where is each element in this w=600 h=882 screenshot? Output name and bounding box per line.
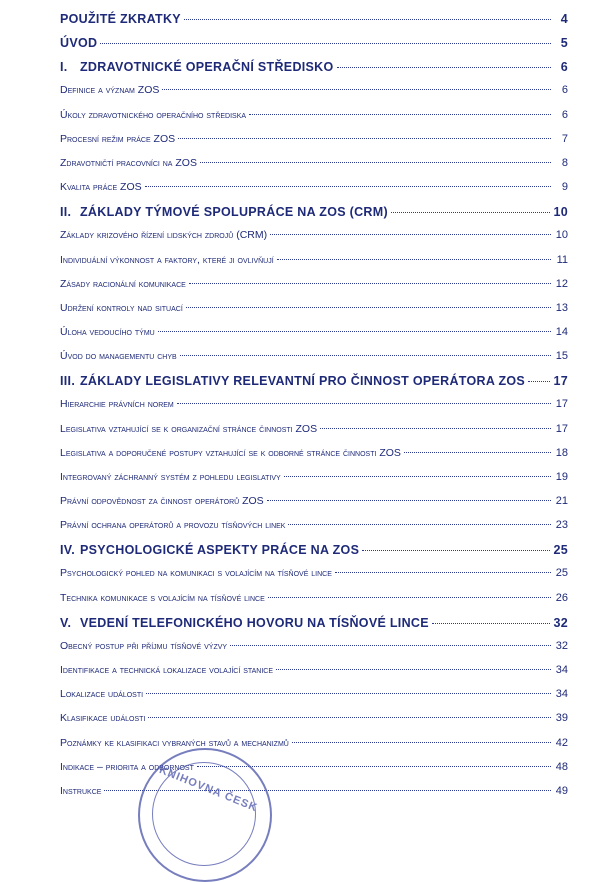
toc-page-number: 25 [553,543,568,558]
toc-leader-dots [335,572,551,573]
toc-page-number: 12 [555,277,568,290]
toc-section-entry [60,423,568,435]
toc-entry-title [60,712,145,724]
toc-entry-title [60,423,317,435]
toc-entry-title [60,664,273,676]
toc-entry-title [60,567,332,579]
toc-section-entry [60,785,568,797]
toc-section-entry [60,447,568,459]
toc-section-entry [60,326,568,338]
toc-leader-dots [178,138,551,139]
toc-page-number: 32 [553,615,568,630]
toc-leader-dots [162,89,551,90]
toc-leader-dots [528,381,550,382]
toc-entry-title-text: Zdravotničtí pracovníci na ZOS [60,156,197,169]
toc-entry-title-text: POUŽITÉ ZKRATKY [60,12,181,26]
toc-leader-dots [432,623,551,624]
toc-page-number: 34 [555,688,568,701]
toc-section-entry [60,640,568,652]
toc-leader-dots [146,693,551,694]
toc-entry-title [60,60,334,74]
toc-chapter-number: III. [60,374,76,389]
toc-entry-title-text: Definice a význam ZOS [60,84,160,97]
toc-section-entry [60,592,568,604]
toc-leader-dots [288,524,551,525]
toc-section-entry [60,761,568,773]
toc-entry-title [60,133,175,145]
toc-page-number: 25 [555,567,568,580]
toc-entry-title-text: Udržení kontroly nad situací [60,301,183,314]
toc-page-number: 42 [555,736,568,749]
toc-leader-dots [145,186,551,187]
toc-page-number: 34 [555,664,568,677]
toc-section-entry [60,302,568,314]
toc-entry-title [60,616,429,630]
toc-section-entry [60,737,568,749]
toc-entry-title-text: Obecný postup při příjmu tísňové výzvy [60,639,228,652]
toc-page-number: 13 [555,301,568,314]
toc-entry-title [60,157,197,169]
toc-entry-title-text: ÚVOD [60,36,98,51]
toc-leader-dots [230,645,551,646]
toc-page-number: 18 [555,446,568,459]
toc-section-entry [60,254,568,266]
toc-leader-dots [268,597,551,598]
toc-section-entry [60,471,568,483]
toc-leader-dots [184,19,551,20]
toc-entry-title-text: Úkoly zdravotnického operačního střediska [60,108,247,121]
toc-section-entry [60,688,568,700]
toc-entry-title-text: PSYCHOLOGICKÉ ASPEKTY PRÁCE NA ZOS [80,543,360,558]
toc-page-number: 7 [561,132,568,145]
toc-entry-title-text: Legislativa a doporučené postupy vztahující se k odborné stránce činnosti ZOS [60,446,401,459]
toc-entry-title-text: Hierarchie právních norem [60,398,174,411]
toc-page-number: 14 [555,325,568,338]
toc-leader-dots [100,43,551,44]
toc-entry-title-text: Psychologický pohled na komunikaci s volajícím na tísňové lince [60,567,332,580]
toc-entry-title [60,471,281,483]
toc-page-number: 6 [561,84,568,97]
toc-entry-title-text: Technika komunikace s volajícím na tísňové lince [60,591,265,604]
toc-leader-dots [337,67,551,68]
toc-entry-title [60,688,143,700]
toc-page-number: 39 [555,712,568,725]
toc-section-entry [60,350,568,362]
toc-entry-title-text: ZÁKLADY TÝMOVÉ SPOLUPRÁCE NA ZOS (CRM) [80,205,388,220]
toc-entry-title [60,12,181,26]
toc-entry-title-text: Individuální výkonnost a faktory, které ji ovlivňují [60,253,274,266]
toc-leader-dots [267,500,551,501]
toc-chapter-number: V. [60,615,72,630]
toc-chapter-entry [60,205,568,219]
toc-chapter-entry [60,60,568,74]
toc-leader-dots [177,403,551,404]
toc-entry-title [60,326,155,338]
toc-entry-title [60,254,274,266]
toc-page-number: 48 [555,760,568,773]
toc-section-entry [60,133,568,145]
toc-section-entry [60,84,568,96]
toc-entry-title [60,229,267,241]
toc-leader-dots [270,234,551,235]
toc-entry-title-text: Základy krizového řízení lidských zdrojů (CRM) [60,229,268,242]
toc-entry-title [60,84,159,96]
toc-entry-title [60,181,142,193]
toc-entry-title [60,737,289,749]
toc-entry-title-text: Úloha vedoucího týmu [60,325,155,338]
toc-section-entry [60,519,568,531]
toc-leader-dots [292,742,551,743]
toc-page-number: 8 [561,156,568,169]
toc-entry-title [60,302,183,314]
toc-page-number: 9 [561,181,568,194]
toc-entry-title [60,374,525,388]
toc-chapter-entry [60,36,568,50]
toc-leader-dots [180,355,551,356]
toc-chapter-number: IV. [60,543,76,558]
toc-leader-dots [284,476,551,477]
toc-page-number: 10 [555,229,568,242]
toc-entry-title-text: Právní ochrana operátorů a provozu tísňových linek [60,519,286,532]
toc-leader-dots [158,331,551,332]
stamp-text: KNIHOVNA ČESK [157,764,260,815]
toc-entry-title-text: ZÁKLADY LEGISLATIVY RELEVANTNÍ PRO ČINNOST OPERÁTORA ZOS [80,374,526,389]
toc-entry-title-text: Klasifikace události [60,712,146,725]
toc-chapter-entry [60,374,568,388]
toc-entry-title-text: Kvalita práce ZOS [60,181,142,194]
toc-entry-title-text: Instrukce [60,784,102,797]
toc-entry-title-text: ZDRAVOTNICKÉ OPERAČNÍ STŘEDISKO [80,60,334,75]
toc-entry-title [60,36,97,50]
toc-page-number: 17 [555,422,568,435]
toc-entry-title [60,350,177,362]
toc-page-number: 10 [553,205,568,220]
toc-section-entry [60,664,568,676]
toc-page-number: 6 [561,108,568,121]
toc-entry-title-text: Úvod do managementu chyb [60,350,177,363]
toc-leader-dots [320,428,551,429]
toc-leader-dots [186,307,551,308]
toc-entry-title [60,447,401,459]
toc-page-number: 15 [555,350,568,363]
toc-page-number: 49 [555,784,568,797]
toc-entry-title [60,495,264,507]
toc-leader-dots [277,259,551,260]
toc-leader-dots [391,212,551,213]
toc-section-entry [60,181,568,193]
toc-leader-dots [249,114,551,115]
toc-page-number: 19 [555,470,568,483]
toc-entry-title [60,278,186,290]
toc-page-number: 17 [555,398,568,411]
toc-entry-title [60,205,388,219]
toc-entry-title-text: Lokalizace události [60,688,144,701]
toc-chapter-entry [60,543,568,557]
toc-entry-title [60,109,246,121]
toc-page-number: 32 [555,639,568,652]
toc-entry-title-text: Identifikace a technická lokalizace volající stanice [60,664,274,677]
toc-chapter-entry [60,12,568,26]
toc-page-number: 17 [553,374,568,389]
toc-section-entry [60,567,568,579]
toc-entry-title [60,519,285,531]
toc-section-entry [60,109,568,121]
toc-chapter-number: II. [60,205,72,220]
toc-section-entry [60,157,568,169]
toc-page-number: 5 [560,36,568,51]
toc-entry-title-text: Integrovaný záchranný systém z pohledu legislativy [60,470,281,483]
toc-leader-dots [404,452,551,453]
toc-entry-title [60,785,101,797]
toc-page-number: 6 [560,60,568,75]
toc-chapter-number: I. [60,60,68,75]
toc-entry-title-text: Právní odpovědnost za činnost operátorů ZOS [60,495,264,507]
toc-leader-dots [189,283,551,284]
toc-entry-title [60,640,227,652]
toc-leader-dots [362,550,550,551]
toc-page-number: 4 [560,12,568,26]
toc-page-number: 23 [555,519,568,532]
toc-chapter-entry [60,616,568,630]
toc-section-entry [60,495,568,507]
toc-entry-title-text: Legislativa vztahující se k organizační stránce činnosti ZOS [60,422,318,435]
toc-entry-title [60,543,359,557]
toc-section-entry [60,229,568,241]
toc-section-entry [60,278,568,290]
toc-entry-title-text: Indikace – priorita a odbornost [60,760,194,773]
toc-entry-title [60,592,265,604]
toc-page-number: 11 [556,253,568,266]
toc-page-number: 26 [555,591,568,604]
toc-leader-dots [276,669,551,670]
toc-entry-title-text: Procesní režim práce ZOS [60,132,176,145]
toc-entry-title-text: VEDENÍ TELEFONICKÉHO HOVORU NA TÍSŇOVÉ LINCE [80,615,429,630]
library-stamp [138,748,272,882]
toc-leader-dots [200,162,551,163]
toc-page-number: 21 [555,495,568,507]
toc-entry-title-text: Zásady racionální komunikace [60,277,186,290]
toc-entry-title-text: Poznámky ke klasifikaci vybraných stavů a mechanizmů [60,736,289,749]
toc-section-entry [60,398,568,410]
toc-section-entry [60,712,568,724]
toc-leader-dots [148,717,551,718]
toc-entry-title [60,398,174,410]
